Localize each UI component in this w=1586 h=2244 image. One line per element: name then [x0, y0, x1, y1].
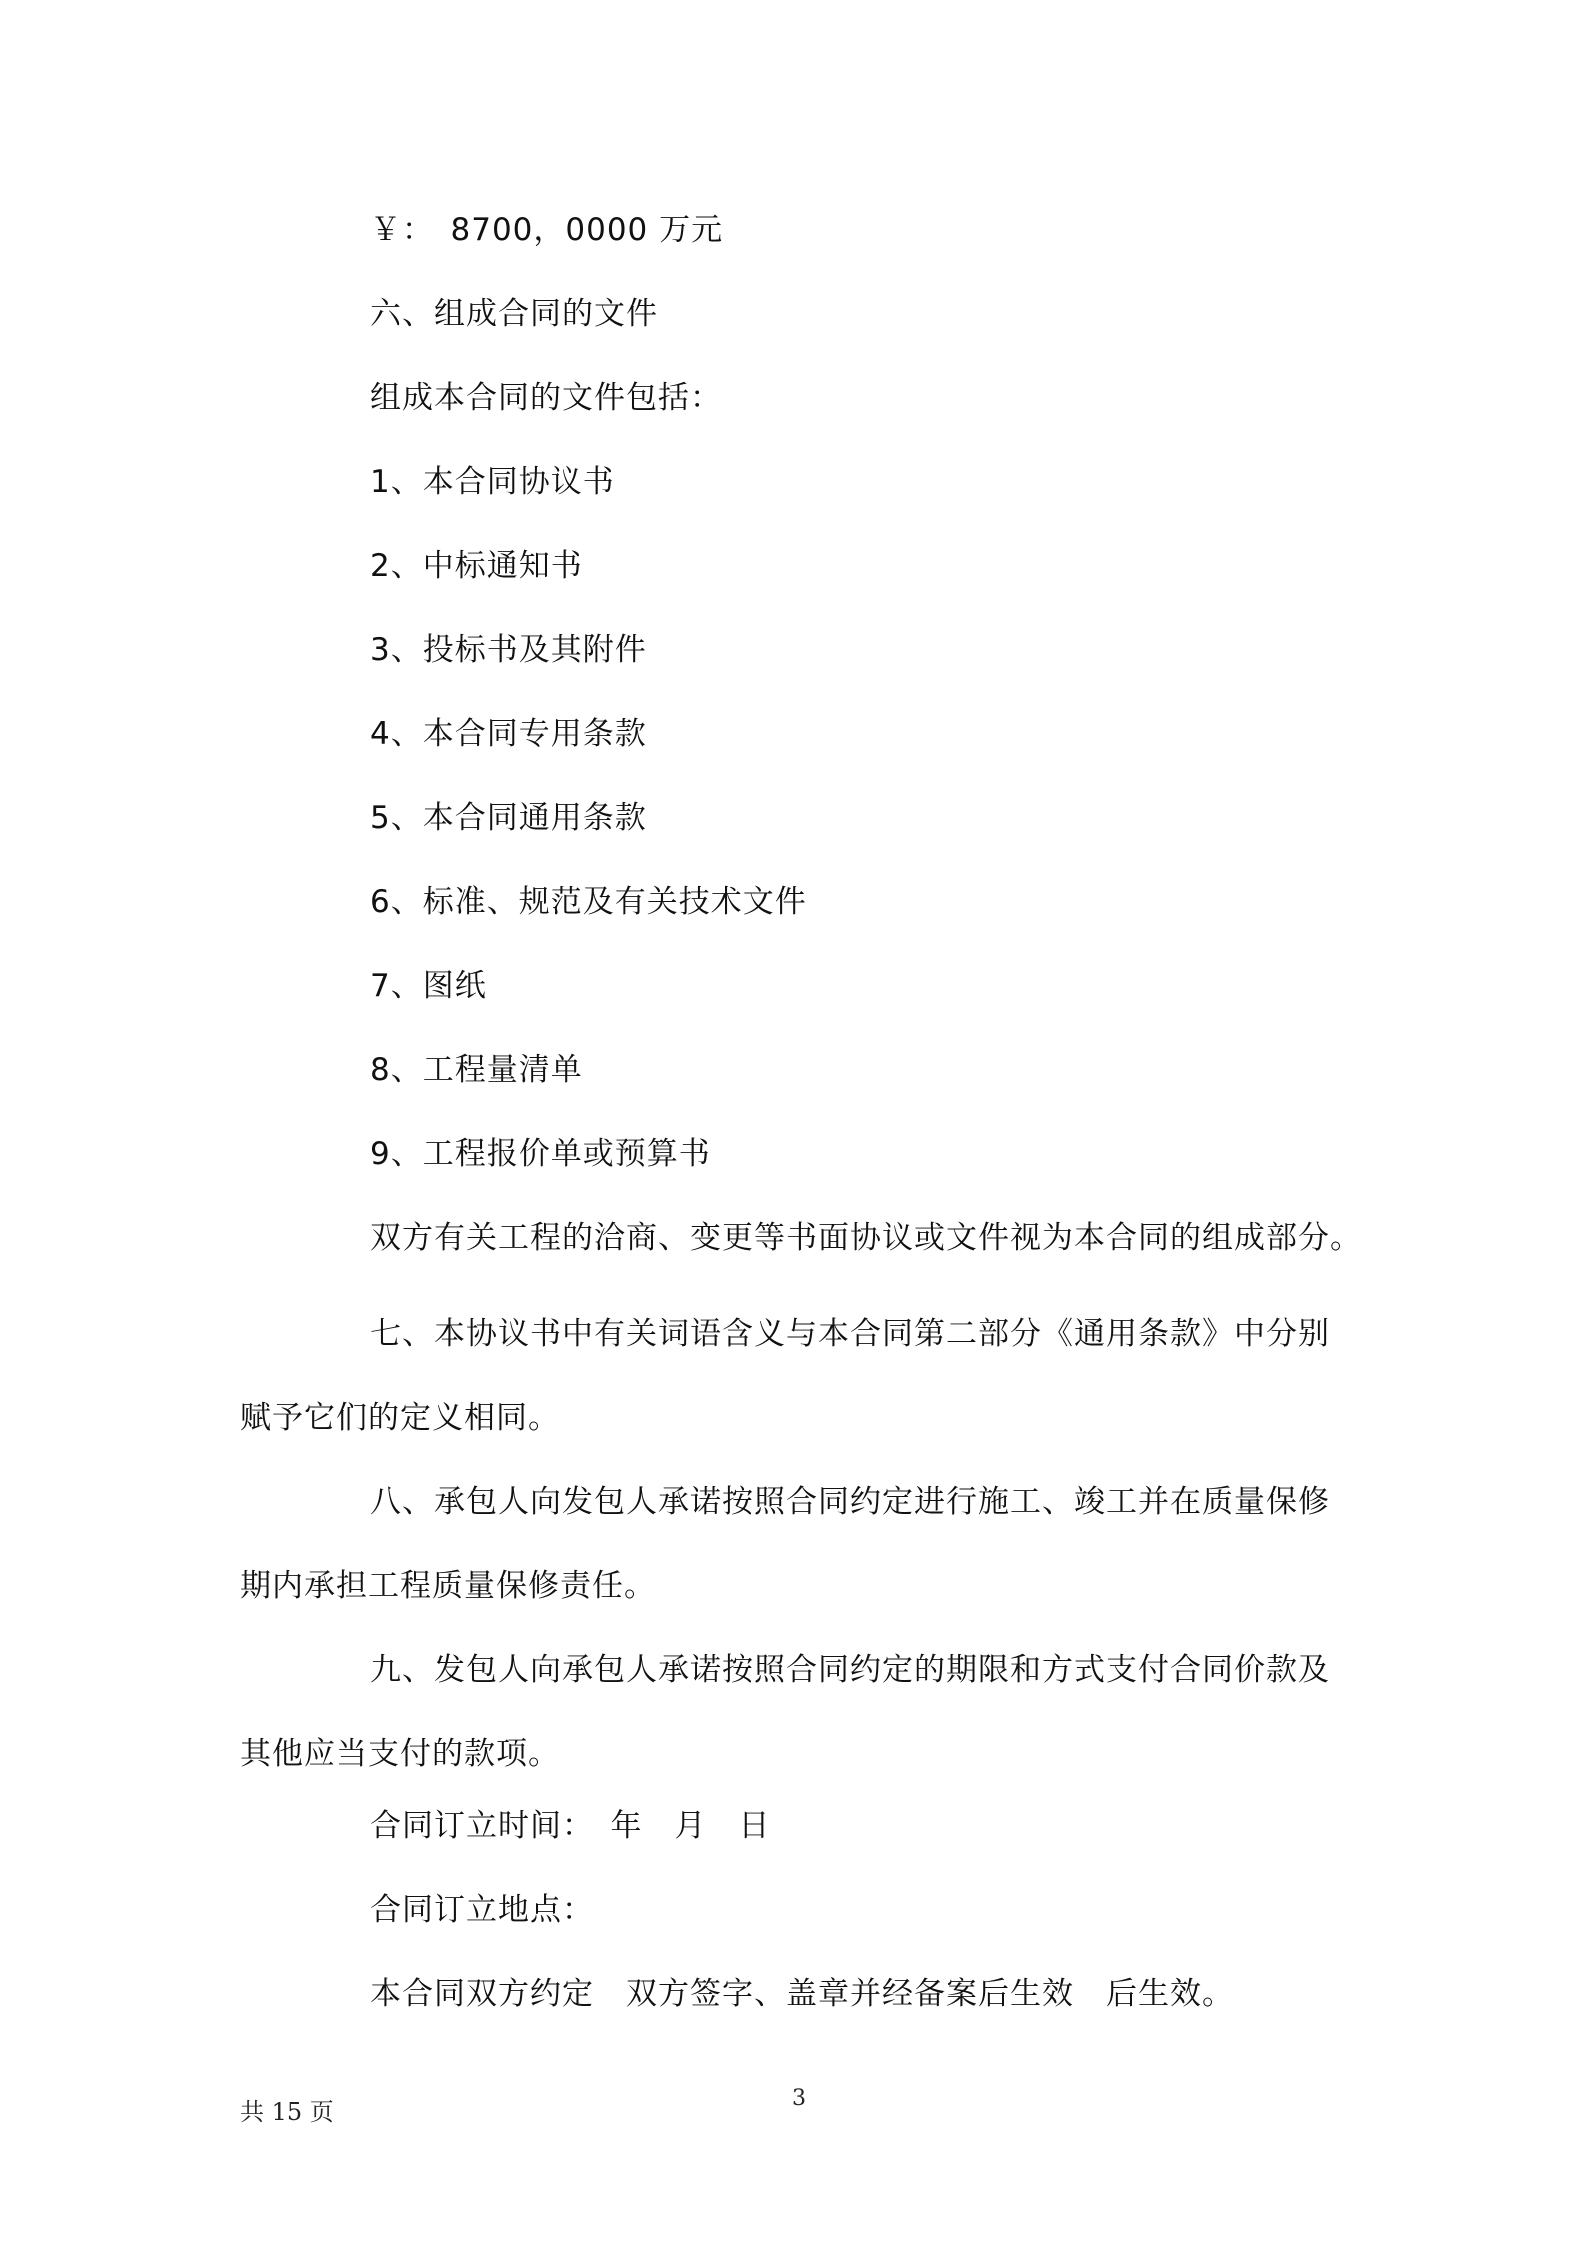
price-line: ￥： 8700，0000 万元 — [370, 212, 724, 248]
section-8-paragraph: 八、承包人向发包人承诺按照合同约定进行施工、竣工并在质量保修期内承担工程质量保修责任。 — [240, 1484, 1330, 1604]
section-7-paragraph: 七、本协议书中有关词语含义与本合同第二部分《通用条款》中分别赋予它们的定义相同。 — [240, 1316, 1330, 1436]
list-item: 9、工程报价单或预算书 — [370, 1136, 711, 1172]
total-pages: 共 15 页 — [240, 2098, 334, 2126]
section-heading-6: 六、组成合同的文件 — [370, 296, 658, 332]
list-item: 4、本合同专用条款 — [370, 716, 647, 752]
effective-clause: 本合同双方约定 双方签字、盖章并经备案后生效 后生效。 — [370, 1976, 1234, 2012]
list-item: 2、中标通知书 — [370, 548, 583, 584]
negotiation-note: 双方有关工程的洽商、变更等书面协议或文件视为本合同的组成部分。 — [370, 1220, 1362, 1256]
list-item: 8、工程量清单 — [370, 1052, 583, 1088]
list-item: 5、本合同通用条款 — [370, 800, 647, 836]
list-item: 1、本合同协议书 — [370, 464, 615, 500]
page-number: 3 — [792, 2086, 806, 2111]
list-item: 3、投标书及其附件 — [370, 632, 647, 668]
section-9-paragraph: 九、发包人向承包人承诺按照合同约定的期限和方式支付合同价款及其他应当支付的款项。 — [240, 1652, 1330, 1772]
documents-intro: 组成本合同的文件包括： — [370, 380, 722, 416]
document-body — [240, 200, 1360, 2048]
list-item: 6、标准、规范及有关技术文件 — [370, 884, 807, 920]
list-item: 7、图纸 — [370, 968, 487, 1004]
signing-place: 合同订立地点： — [370, 1892, 594, 1928]
signing-time: 合同订立时间： 年 月 日 — [370, 1808, 771, 1844]
